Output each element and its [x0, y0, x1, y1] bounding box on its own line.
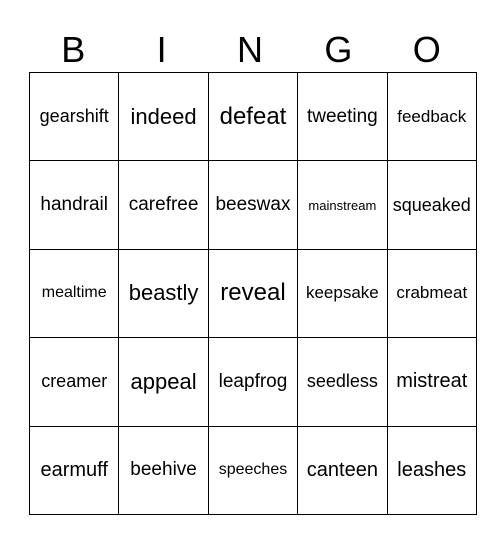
- bingo-cell: beeswax: [208, 161, 297, 249]
- bingo-cell: squeaked: [387, 161, 476, 249]
- header-letter-g: G: [324, 29, 353, 70]
- bingo-cell: appeal: [119, 338, 208, 426]
- bingo-cell: reveal: [208, 249, 297, 337]
- bingo-cell: leashes: [387, 426, 476, 514]
- bingo-cell: beehive: [119, 426, 208, 514]
- bingo-cell: keepsake: [298, 249, 387, 337]
- header-letter-o: O: [412, 29, 441, 70]
- bingo-cell: earmuff: [30, 426, 119, 514]
- bingo-row: [30, 73, 477, 161]
- bingo-cell: feedback: [387, 73, 476, 161]
- header-letter-b: B: [61, 29, 86, 70]
- header-letter-i: I: [156, 29, 167, 70]
- bingo-row: [30, 426, 477, 514]
- bingo-cell: mistreat: [387, 338, 476, 426]
- bingo-row: [30, 249, 477, 337]
- bingo-cell: leapfrog: [208, 338, 297, 426]
- bingo-card: [29, 72, 477, 515]
- bingo-header: [29, 28, 471, 72]
- bingo-cell: canteen: [298, 426, 387, 514]
- bingo-cell: creamer: [30, 338, 119, 426]
- bingo-cell: seedless: [298, 338, 387, 426]
- bingo-cell: tweeting: [298, 73, 387, 161]
- bingo-cell: mainstream: [298, 161, 387, 249]
- bingo-cell: defeat: [208, 73, 297, 161]
- bingo-cell: beastly: [119, 249, 208, 337]
- header-letter-n: N: [236, 29, 263, 70]
- bingo-row: [30, 338, 477, 426]
- bingo-cell: crabmeat: [387, 249, 476, 337]
- bingo-cell: indeed: [119, 73, 208, 161]
- bingo-row: [30, 161, 477, 249]
- bingo-cell: carefree: [119, 161, 208, 249]
- bingo-cell: speeches: [208, 426, 297, 514]
- bingo-cell: gearshift: [30, 73, 119, 161]
- bingo-cell: handrail: [30, 161, 119, 249]
- bingo-cell: mealtime: [30, 249, 119, 337]
